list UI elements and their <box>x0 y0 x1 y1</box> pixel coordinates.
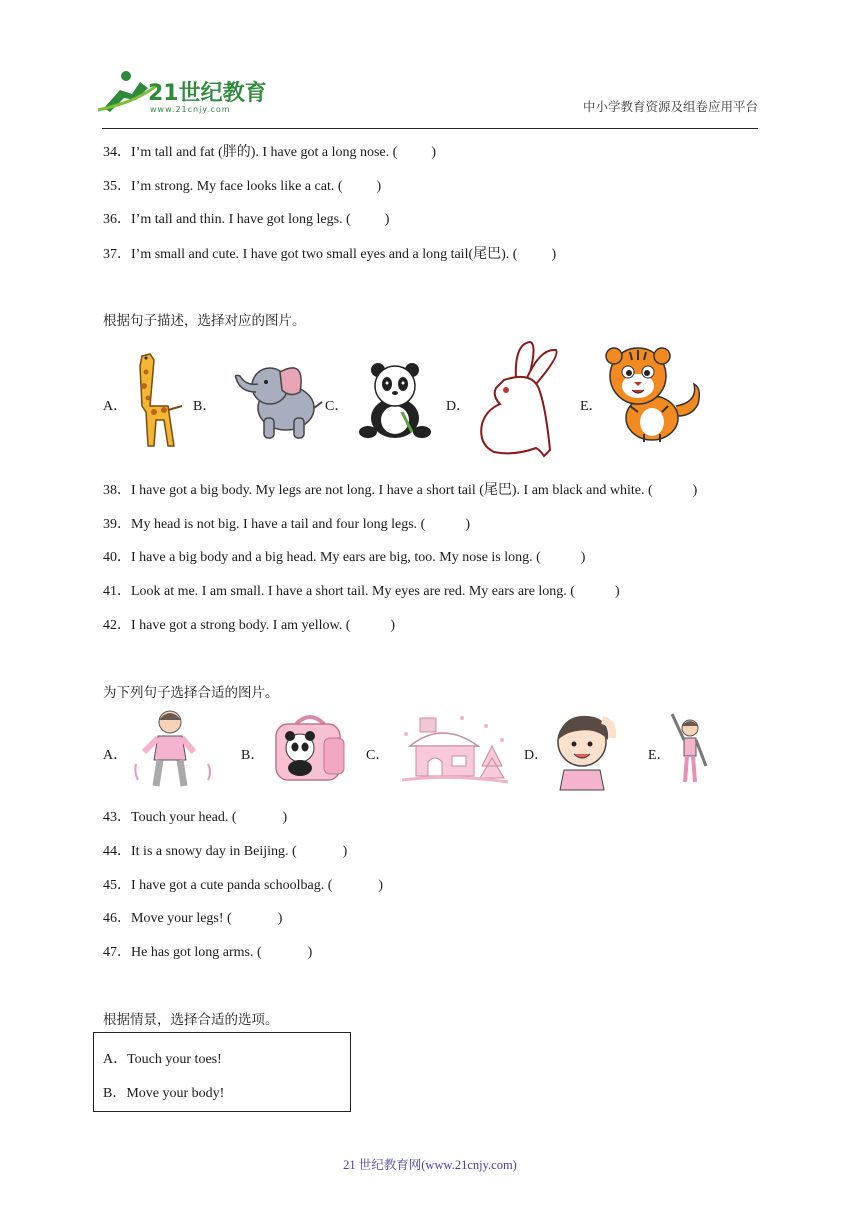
question-47: 47．He has got long arms. ( ) <box>103 945 313 960</box>
header-divider <box>102 128 758 129</box>
girl-moving-legs-icon <box>130 708 216 788</box>
snowy-house-icon <box>402 712 508 788</box>
options-box <box>93 1032 351 1112</box>
question-38: 38．I have got a big body. My legs are not long. I have a short tail (尾巴). I am black and white. ( ) <box>103 483 698 498</box>
boy-touching-head-icon <box>552 710 620 790</box>
panda-icon <box>356 362 434 440</box>
option-d-label: D． <box>446 399 471 414</box>
giraffe-icon <box>124 346 184 454</box>
option-e-label: E． <box>648 748 671 763</box>
option-b-label: B． <box>193 399 217 414</box>
section-title-situations: 根据情景，选择合适的选项。 <box>103 1012 279 1028</box>
question-46: 46．Move your legs! ( ) <box>103 911 283 926</box>
logo-text: 21世纪教育 <box>148 81 267 106</box>
option-d-label: D． <box>524 748 549 763</box>
question-34: 34．I’m tall and fat (胖的). I have got a long nose. ( ) <box>103 145 436 160</box>
box-option-b: B．Move your body! <box>103 1086 225 1101</box>
section-title-pictures: 为下列句子选择合适的图片。 <box>103 685 279 701</box>
boy-long-arms-icon <box>666 712 714 784</box>
header-platform-text: 中小学教育资源及组卷应用平台 <box>582 99 758 114</box>
question-36: 36．I’m tall and thin. I have got long legs. ( ) <box>103 212 390 227</box>
option-c-label: C． <box>325 399 349 414</box>
logo-url: www.21cnjy.com <box>150 105 231 114</box>
footer-site-link[interactable]: 21 世纪教育网(www.21cnjy.com) <box>343 1158 517 1172</box>
question-42: 42．I have got a strong body. I am yellow. ( ) <box>103 618 396 633</box>
question-39: 39．My head is not big. I have a tail and four long legs. ( ) <box>103 517 470 532</box>
section-title-animals: 根据句子描述，选择对应的图片。 <box>103 313 306 329</box>
question-37: 37．I’m small and cute. I have got two small eyes and a long tail(尾巴). ( ) <box>103 247 557 262</box>
panda-schoolbag-icon <box>270 714 350 784</box>
tiger-icon <box>598 346 708 446</box>
option-c-label: C． <box>366 748 390 763</box>
question-43: 43．Touch your head. ( ) <box>103 810 288 825</box>
option-a-label: A． <box>103 748 128 763</box>
question-45: 45．I have got a cute panda schoolbag. ( ) <box>103 878 384 893</box>
option-e-label: E． <box>580 399 603 414</box>
option-a-label: A． <box>103 399 128 414</box>
question-41: 41．Look at me. I am small. I have a short tail. My eyes are red. My ears are long. ( ) <box>103 584 620 599</box>
box-option-a: A．Touch your toes! <box>103 1052 222 1067</box>
elephant-icon <box>230 352 326 446</box>
site-logo <box>96 68 266 114</box>
question-40: 40．I have a big body and a big head. My ears are big, too. My nose is long. ( ) <box>103 550 586 565</box>
option-b-label: B． <box>241 748 265 763</box>
question-44: 44．It is a snowy day in Beijing. ( ) <box>103 844 348 859</box>
question-35: 35．I’m strong. My face looks like a cat. ( ) <box>103 179 382 194</box>
rabbit-icon <box>474 340 564 462</box>
